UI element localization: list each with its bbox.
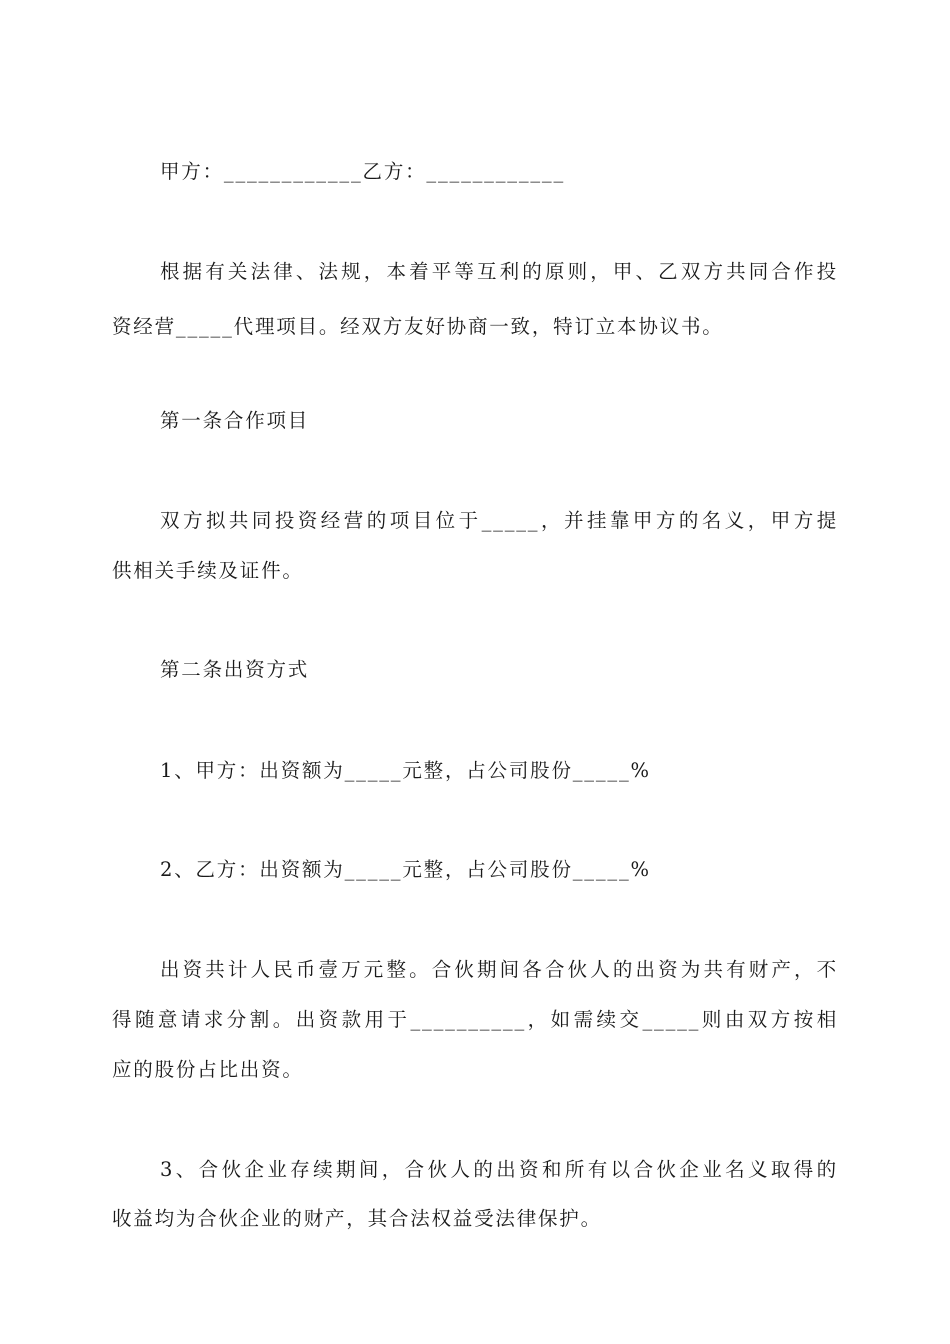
article-2-para-line-3: 应的股份占比出资。 bbox=[112, 1058, 304, 1081]
intro-line-1: 根据有关法律、法规，本着平等互利的原则，甲、乙双方共同合作投 bbox=[160, 260, 838, 283]
article-2-item-3-line-1: 3、合伙企业存续期间，合伙人的出资和所有以合伙企业名义取得的 bbox=[160, 1158, 838, 1181]
party-a-blank: ____________ bbox=[223, 160, 363, 183]
article-1-line-1: 双方拟共同投资经营的项目位于_____，并挂靠甲方的名义，甲方提 bbox=[160, 509, 838, 532]
party-a-label: 甲方： bbox=[160, 160, 224, 183]
parties-line bbox=[160, 146, 838, 197]
party-b-label: 乙方： bbox=[362, 160, 427, 183]
intro-line-2: 资经营_____代理项目。经双方友好协商一致，特订立本协议书。 bbox=[112, 315, 724, 338]
article-1-heading: 第一条合作项目 bbox=[160, 409, 310, 432]
article-1-line-2: 供相关手续及证件。 bbox=[112, 559, 304, 582]
article-2-item-1: 1、甲方：出资额为_____元整，占公司股份_____% bbox=[160, 759, 651, 782]
article-2-heading: 第二条出资方式 bbox=[160, 658, 310, 681]
party-b-blank: ____________ bbox=[426, 160, 566, 183]
article-2-item-3-line-2: 收益均为合伙企业的财产，其合法权益受法律保护。 bbox=[112, 1207, 602, 1230]
article-2-para-line-1: 出资共计人民币壹万元整。合伙期间各合伙人的出资为共有财产，不 bbox=[160, 958, 838, 981]
article-2-para-line-2: 得随意请求分割。出资款用于__________，如需续交_____则由双方按相 bbox=[112, 1008, 838, 1031]
article-2-item-2: 2、乙方：出资额为_____元整，占公司股份_____% bbox=[160, 858, 651, 881]
